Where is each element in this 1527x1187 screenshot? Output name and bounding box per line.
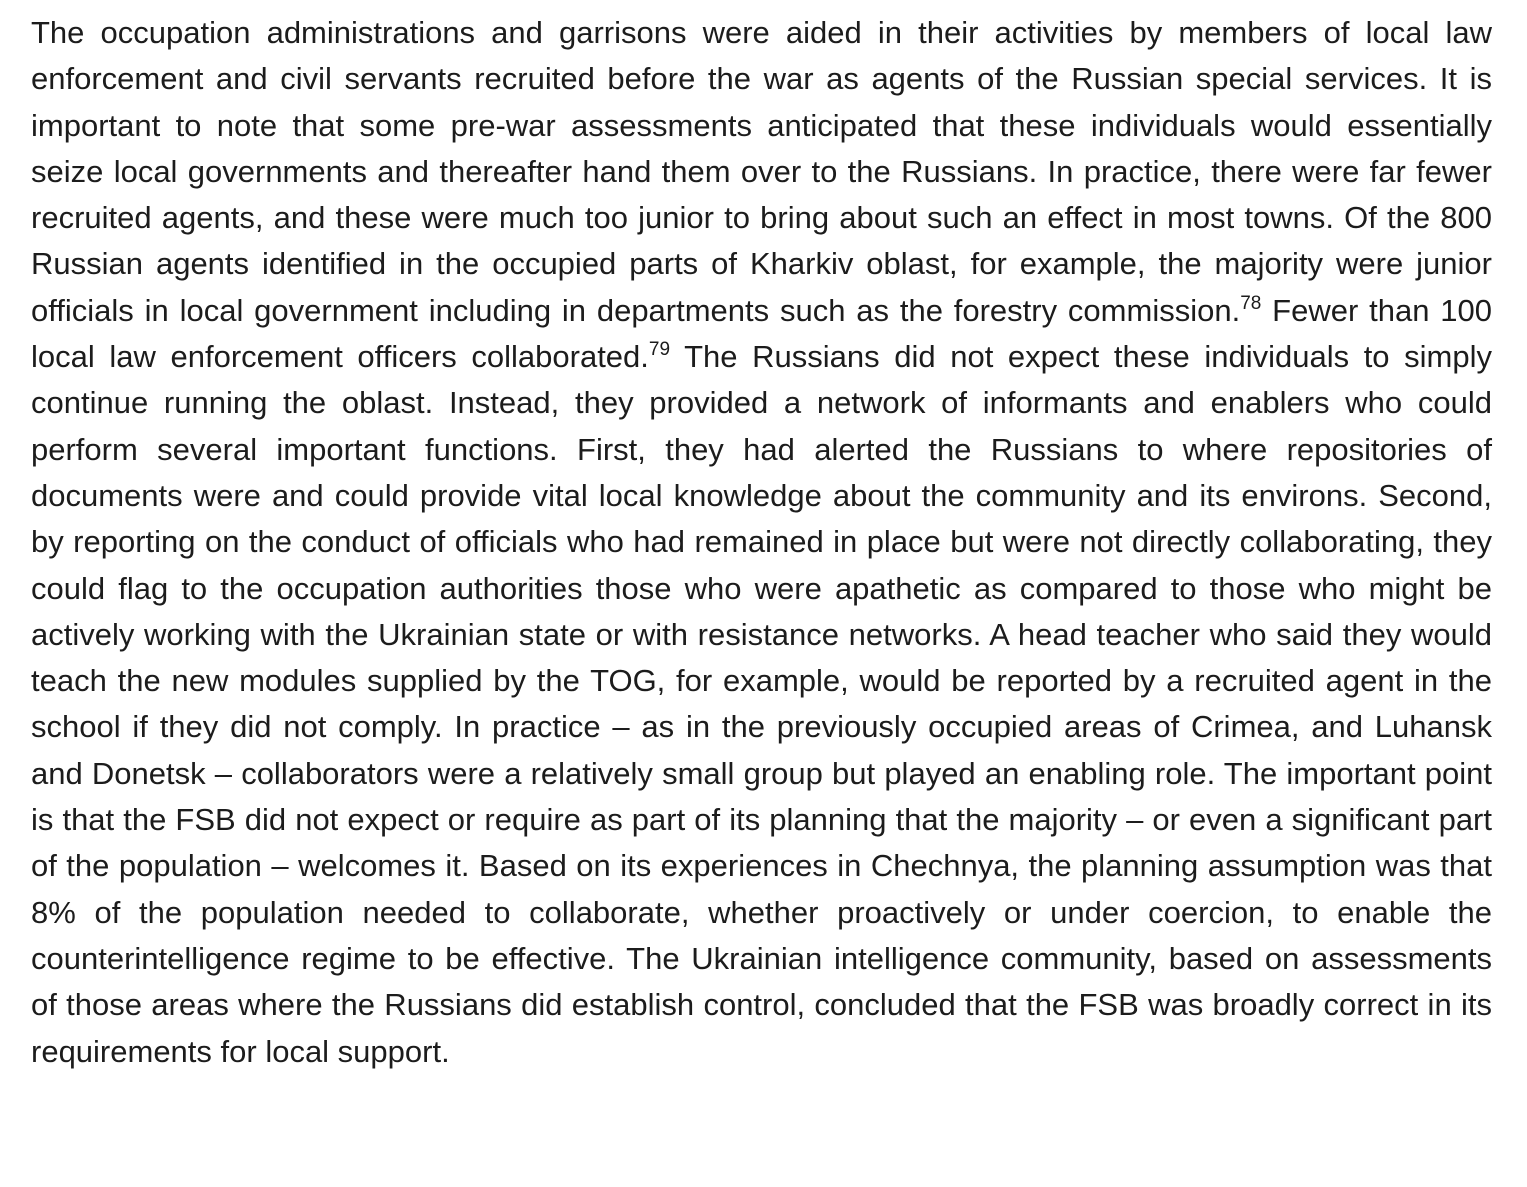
footnote-ref-78[interactable]: 78 — [1240, 292, 1262, 314]
body-paragraph — [31, 10, 1492, 1075]
footnote-ref-79[interactable]: 79 — [648, 339, 671, 361]
document-page — [31, 10, 1492, 1075]
text-segment-2: Fewer than 100 local law enforcement officers collaborated. — [31, 292, 1492, 375]
text-segment-3: The Russians did not expect these individuals to simply continue running the oblast. Instead, they provided a network of informants and enablers who could perform several important functions. First, they had alerted the Russians to where repositories of documents were and could provide vital local knowledge about the community and its environs. Second, by reporting on the conduct of officials who had remained in place but were not directly collaborating, they could flag to the occupation authorities those who were apathetic as compared to those who might be actively working with the Ukrainian state or with resistance networks. A head teacher who said they would teach the new modules supplied by the TOG, for example, would be reported by a recruited agent in the school if they did not comply. In practice – as in the previously occupied areas of Crimea, and Luhansk and Donetsk – collaborators were a relatively small group but played an enabling role. The important point is that the FSB did not expect or require as part of its planning that the majority – or even a significant part of the population – welcomes it. Based on its experiences in Chechnya, the planning assumption was that 8% of the population needed to collaborate, whether proactively or under coercion, to enable the counterintelligence regime to be effective. The Ukrainian intelligence community, based on assessments of those areas where the Russians did establish control, concluded that the FSB was broadly correct in its requirements for local support. — [31, 339, 1492, 1069]
text-segment-1: The occupation administrations and garrisons were aided in their activities by members of local law enforcement and civil servants recruited before the war as agents of the Russian special services. It is important to note that some pre-war assessments anticipated that these individuals would essentially seize local governments and thereafter hand them over to the Russians. In practice, there were far fewer recruited agents, and these were much too junior to bring about such an effect in most towns. Of the 800 Russian agents identified in the occupied parts of Kharkiv oblast, for example, the majority were junior officials in local government including in departments such as the forestry commission. — [31, 15, 1492, 328]
